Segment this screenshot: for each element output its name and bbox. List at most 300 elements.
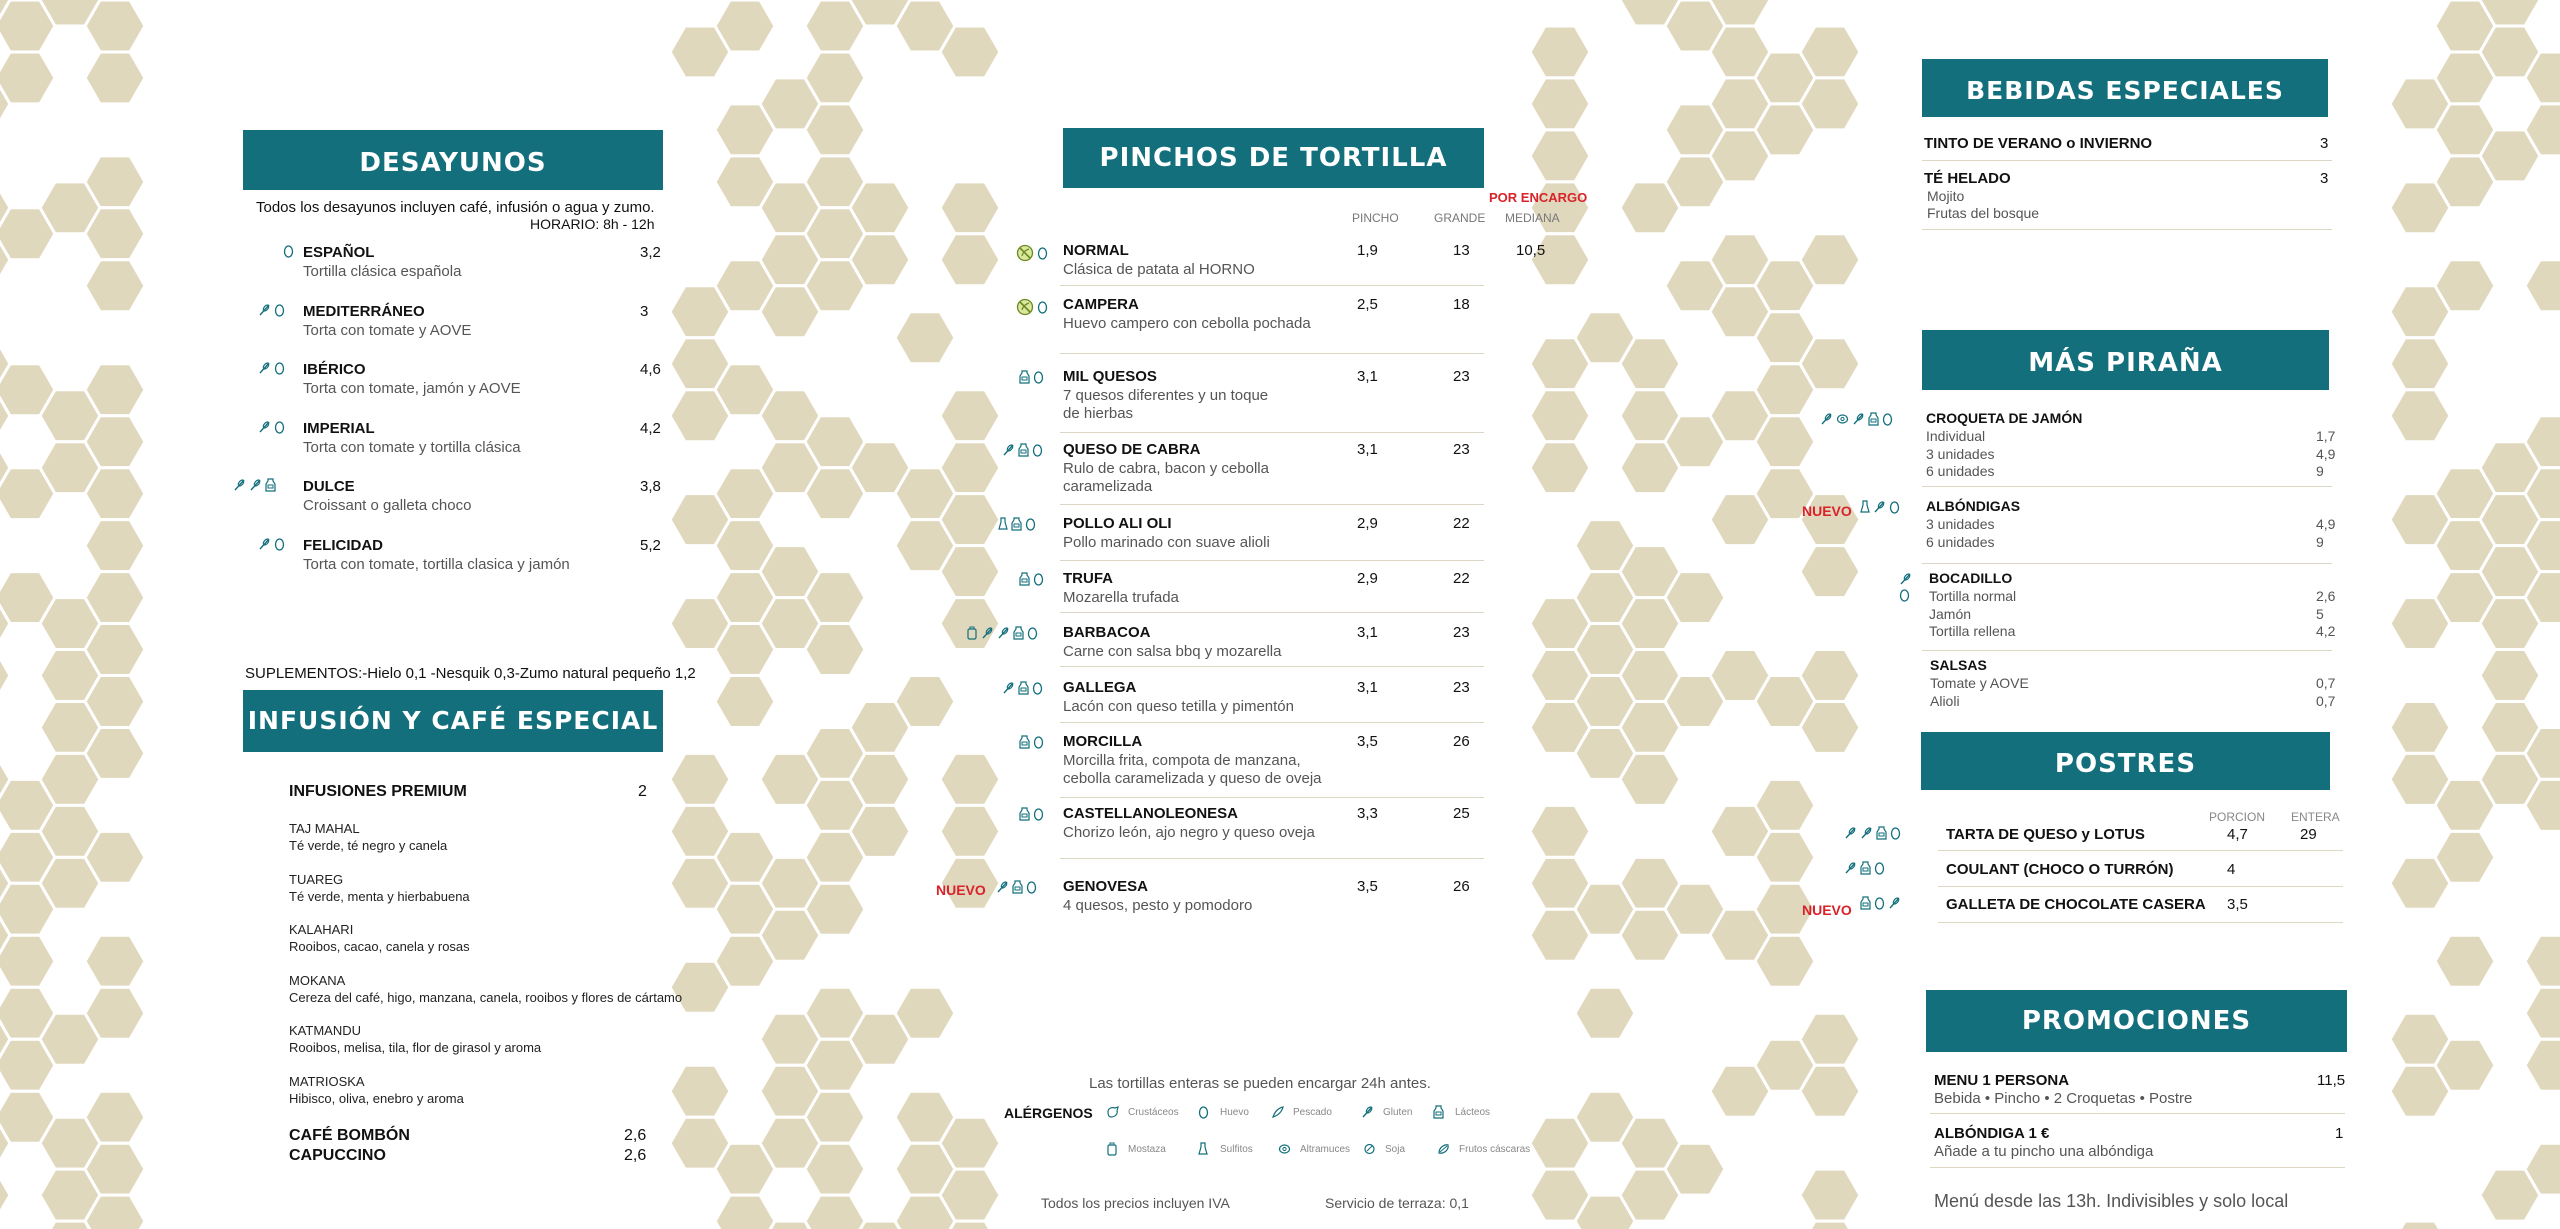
mas-item-name: CROQUETA DE JAMÓN (1926, 410, 2083, 426)
desayuno-name: IMPERIAL (303, 419, 375, 437)
allergen-legend-label: Pescado (1293, 1107, 1332, 1118)
egg-icon (1032, 443, 1043, 457)
pincho-name: POLLO ALI OLI (1063, 515, 1172, 532)
vegetarian-icon (1016, 244, 1034, 262)
dairy-icon (1860, 861, 1871, 875)
col-mediana: MEDIANA (1505, 211, 1560, 225)
suplementos: SUPLEMENTOS:-Hielo 0,1 -Nesquik 0,3-Zumo natural pequeño 1,2 (245, 665, 696, 682)
pincho-name: NORMAL (1063, 242, 1129, 259)
dairy-icon (1868, 412, 1879, 426)
bebidas-header: BEBIDAS ESPECIALES (1922, 59, 2328, 117)
honeycomb-cell (1530, 130, 1590, 182)
mas-option: Jamón (1929, 605, 1972, 622)
allergen-icons (966, 626, 1038, 640)
dairy-icon (1876, 826, 1887, 840)
divider (1060, 858, 1484, 859)
gluten-icon (1844, 826, 1857, 840)
desayuno-name: IBÉRICO (303, 361, 366, 379)
mas-option-price: 0,7 (2316, 675, 2336, 691)
egg-icon (274, 361, 285, 375)
allergen-icons (1860, 896, 1901, 910)
gluten-icon (1002, 443, 1015, 457)
desayuno-price: 3,8 (640, 478, 661, 496)
pincho-desc: Rulo de cabra, bacon y cebolla (1063, 460, 1269, 477)
honeycomb-cell (1800, 702, 1860, 754)
pincho-desc: de hierbas (1063, 405, 1134, 422)
postre-name: TARTA DE QUESO y LOTUS (1946, 826, 2145, 843)
honeycomb-cell (895, 987, 955, 1039)
mas-option-price: 9 (2316, 533, 2324, 550)
tea-name: MATRIOSKA (289, 1074, 365, 1089)
pincho-price-grande: 23 (1453, 441, 1470, 458)
pincho-desc: Lacón con queso tetilla y pimentón (1063, 698, 1294, 715)
gluten-icon (258, 361, 271, 375)
honeycomb-cell (1800, 546, 1860, 598)
honeycomb-cell (805, 883, 865, 935)
pincho-name: BARBACOA (1063, 624, 1151, 641)
allergen-icons (1019, 370, 1044, 384)
divider (1922, 229, 2332, 230)
te-option: Mojito (1927, 188, 1965, 204)
divider (1938, 850, 2343, 851)
pincho-price-grande: 13 (1453, 242, 1470, 259)
desayuno-desc: Torta con tomate y tortilla clásica (303, 438, 521, 456)
crustacean-icon (1106, 1105, 1120, 1119)
mas-option-price: 4,9 (2316, 445, 2336, 462)
pincho-desc: 4 quesos, pesto y pomodoro (1063, 897, 1253, 914)
honeycomb-cell (1755, 831, 1815, 883)
desayuno-price: 3 (640, 302, 649, 320)
honeycomb-cell (85, 416, 145, 468)
mas-option: 3 unidades (1926, 445, 1995, 462)
honeycomb-cell (805, 52, 865, 104)
honeycomb-cell (85, 0, 145, 52)
allergen-legend-label: Soja (1385, 1144, 1406, 1155)
allergen-icons (1002, 681, 1043, 695)
honeycomb-cell (715, 1195, 775, 1229)
egg-icon (1198, 1105, 1209, 1119)
honeycomb-cell (85, 52, 145, 104)
honeycomb-cell (85, 468, 145, 520)
honeycomb-cell (1530, 805, 1590, 857)
gluten-icon (258, 303, 271, 317)
vegetarian-icon (1016, 298, 1034, 316)
promo-price: 1 (2335, 1125, 2344, 1142)
gluten-icon (997, 626, 1010, 640)
allergen-legend-icon (1363, 1142, 1376, 1156)
allergen-icons (258, 361, 285, 375)
honeycomb-cell (1800, 1169, 1860, 1221)
egg-icon (1033, 370, 1044, 384)
mas-option: Tomate y AOVE (1930, 675, 2029, 691)
honeycomb-cell (2390, 702, 2450, 754)
mas-item-name: SALSAS (1930, 657, 1987, 673)
infusiones-premium-label: INFUSIONES PREMIUM (289, 783, 467, 800)
divider (1938, 922, 2343, 923)
postre-entera: 29 (2300, 826, 2317, 843)
desayuno-desc: Torta con tomate, tortilla clasica y jamón (303, 556, 570, 573)
honeycomb-cell (1620, 753, 1680, 805)
divider (1922, 160, 2332, 161)
allergen-icons (1019, 735, 1044, 749)
honeycomb-cell (85, 520, 145, 572)
pincho-price-pincho: 3,3 (1357, 805, 1378, 822)
pincho-desc: cebolla caramelizada y queso de oveja (1063, 770, 1322, 787)
pincho-name: TRUFA (1063, 570, 1113, 587)
dairy-icon (1433, 1105, 1444, 1119)
allergen-icons (1019, 807, 1044, 821)
honeycomb-cell (2525, 260, 2560, 312)
gluten-icon (981, 626, 994, 640)
dairy-icon (1019, 735, 1030, 749)
honeycomb-cell (940, 390, 1000, 442)
divider (1060, 722, 1484, 723)
divider (1938, 886, 2343, 887)
dairy-icon (1012, 880, 1023, 894)
tea-name: MOKANA (289, 972, 346, 988)
pincho-name: QUESO DE CABRA (1063, 441, 1201, 458)
cafe-bombon: CAFÉ BOMBÓN (289, 1127, 410, 1144)
egg-icon (1889, 500, 1900, 514)
allergen-icons (1860, 500, 1900, 514)
pincho-price-pincho: 3,1 (1357, 679, 1378, 696)
sulfites-icon (1198, 1142, 1208, 1156)
honeycomb-cell (940, 598, 1000, 650)
nuts-icon (1437, 1142, 1450, 1156)
pincho-desc: caramelizada (1063, 478, 1153, 495)
honeycomb-cell (85, 156, 145, 208)
honeycomb-cell (805, 572, 865, 624)
gluten-icon (1873, 500, 1886, 514)
egg-icon (274, 537, 285, 551)
allergen-icons (1016, 298, 1048, 316)
pincho-price-grande: 26 (1453, 733, 1470, 750)
honeycomb-cell (0, 1169, 10, 1221)
allergen-legend-label: Gluten (1383, 1107, 1413, 1118)
honeycomb-cell (895, 676, 955, 728)
honeycomb-cell (805, 104, 865, 156)
mas-option: 3 unidades (1926, 516, 1995, 532)
honeycomb-cell (2435, 1039, 2495, 1091)
allergen-legend-icon (1106, 1142, 1118, 1156)
allergen-icons (1002, 443, 1043, 457)
lupin-icon (1836, 412, 1849, 426)
honeycomb-cell (715, 676, 775, 728)
dairy-icon (1019, 807, 1030, 821)
pincho-price-pincho: 3,5 (1357, 733, 1378, 750)
allergen-legend-icon (1361, 1105, 1374, 1119)
pinchos-header: PINCHOS DE TORTILLA (1063, 128, 1484, 188)
pincho-price-pincho: 3,1 (1357, 441, 1378, 458)
mas-option: Alioli (1930, 692, 1960, 709)
honeycomb-cell (940, 1169, 1000, 1221)
honeycomb-cell (1800, 650, 1860, 702)
postre-name: COULANT (CHOCO O TURRÓN) (1946, 861, 2174, 878)
honeycomb-cell (2525, 1039, 2560, 1091)
pincho-desc: Clásica de patata al HORNO (1063, 261, 1255, 278)
mustard-icon (966, 626, 978, 640)
honeycomb-cell (1530, 390, 1590, 442)
mas-item-name: ALBÓNDIGAS (1926, 498, 2021, 514)
egg-icon (1032, 681, 1043, 695)
promo-name: MENU 1 PERSONA (1934, 1072, 2070, 1089)
honeycomb-cell (1800, 1013, 1860, 1065)
allergen-icons (1844, 861, 1885, 875)
desayuno-desc: Tortilla clásica española (303, 263, 462, 280)
egg-icon (1899, 588, 1910, 602)
honeycomb-cell (940, 26, 1000, 78)
honeycomb-cell (940, 234, 1000, 286)
soy-icon (1363, 1142, 1376, 1156)
honeycomb-cell (1800, 26, 1860, 78)
desayunos-note: Todos los desayunos incluyen café, infusión o agua y zumo. (256, 199, 655, 216)
gluten-icon (1852, 412, 1865, 426)
pincho-name: CASTELLANOLEONESA (1063, 805, 1239, 822)
divider (1922, 563, 2332, 564)
desayuno-price: 5,2 (640, 537, 661, 554)
dairy-icon (1013, 626, 1024, 640)
pincho-price-mediana: 10,5 (1516, 242, 1546, 259)
gluten-icon (1820, 412, 1833, 426)
cafe-bombon-price: 2,6 (624, 1127, 647, 1144)
egg-icon (1025, 517, 1036, 531)
mas-option: 6 unidades (1926, 463, 1995, 479)
honeycomb-cell (85, 208, 145, 260)
pincho-price-pincho: 2,5 (1357, 296, 1378, 313)
honeycomb-cell (1800, 1065, 1860, 1117)
lupin-icon (1278, 1142, 1291, 1156)
egg-icon (1037, 300, 1048, 314)
tea-desc: Té verde, menta y hierbabuena (289, 888, 470, 904)
col-pincho: PINCHO (1352, 211, 1399, 225)
allergen-legend-icon (1106, 1105, 1120, 1119)
tea-name: TAJ MAHAL (289, 821, 360, 836)
mas-option: Tortilla rellena (1929, 623, 2016, 639)
nuevo-badge-albondigas: NUEVO (1802, 503, 1852, 519)
egg-icon (1037, 246, 1048, 260)
allergen-icons (233, 478, 276, 492)
pincho-price-pincho: 3,1 (1357, 368, 1378, 385)
mas-option: Individual (1926, 428, 1986, 444)
mas-option: Tortilla normal (1929, 588, 2017, 604)
gluten-icon (1899, 572, 1912, 586)
honeycomb-cell (85, 676, 145, 728)
honeycomb-cell (85, 624, 145, 676)
promociones-footer: Menú desde las 13h. Indivisibles y solo local (1934, 1191, 2289, 1211)
desayunos-header: DESAYUNOS (243, 130, 663, 190)
bebida-price: 3 (2320, 170, 2329, 187)
honeycomb-cell (85, 1143, 145, 1195)
postre-porcion: 4,7 (2227, 826, 2248, 843)
gluten-icon (258, 420, 271, 434)
tea-desc: Rooibos, melisa, tila, flor de girasol y aroma (289, 1040, 542, 1056)
pincho-desc: 7 quesos diferentes y un toque (1063, 387, 1269, 404)
honeycomb-cell (850, 182, 910, 234)
honeycomb-cell (940, 442, 1000, 494)
allergen-legend-label: Altramuces (1300, 1144, 1351, 1155)
honeycomb-cell (1575, 987, 1635, 1039)
honeycomb-cell (1800, 494, 1860, 546)
egg-icon (1033, 572, 1044, 586)
honeycomb-cell (1665, 1143, 1725, 1195)
tea-name: KATMANDU (289, 1023, 361, 1039)
mustard-icon (1106, 1142, 1118, 1156)
honeycomb-cell (85, 364, 145, 416)
desayuno-name: MEDITERRÁNEO (303, 302, 425, 320)
allergen-legend-icon (1278, 1142, 1291, 1156)
allergen-legend-label: Sulfitos (1220, 1144, 1253, 1155)
gluten-icon (1860, 826, 1873, 840)
honeycomb-cell (0, 650, 10, 702)
pincho-desc: Chorizo león, ajo negro y queso oveja (1063, 824, 1315, 841)
pincho-name: CAMPERA (1063, 296, 1139, 313)
honeycomb-cell (1755, 779, 1815, 831)
desayuno-name: DULCE (303, 478, 355, 496)
desayuno-desc: Croissant o galleta choco (303, 497, 472, 515)
mas-option-price: 0,7 (2316, 692, 2336, 709)
gluten-icon (1888, 896, 1901, 910)
bebida-price: 3 (2320, 135, 2329, 152)
honeycomb-cell (2390, 1221, 2450, 1229)
dairy-icon (1019, 370, 1030, 384)
dairy-icon (1011, 517, 1022, 531)
bebida-name: TINTO DE VERANO o INVIERNO (1924, 135, 2153, 152)
encargo-note: Las tortillas enteras se pueden encargar 24h antes. (1089, 1075, 1431, 1092)
mas-option: 6 unidades (1926, 533, 1995, 550)
col-porcion: PORCION (2209, 810, 2266, 824)
egg-icon (1033, 807, 1044, 821)
honeycomb-cell (940, 546, 1000, 598)
gluten-icon (233, 478, 246, 492)
honeycomb-cell (1800, 1221, 1860, 1229)
tea-desc: Té verde, té negro y canela (289, 838, 448, 853)
honeycomb-cell (805, 1091, 865, 1143)
honeycomb-cell (805, 1143, 865, 1195)
fish-icon (1271, 1105, 1285, 1119)
honeycomb-cell (1530, 78, 1590, 130)
col-grande: GRANDE (1434, 211, 1486, 225)
honeycomb-cell (0, 935, 55, 987)
honeycomb-cell (940, 753, 1000, 805)
tea-desc: Rooibos, cacao, canela y rosas (289, 939, 470, 955)
nuevo-badge-genovesa: NUEVO (936, 882, 986, 898)
allergen-legend-label: Huevo (1220, 1107, 1249, 1118)
allergen-legend-icon (1198, 1105, 1209, 1119)
gluten-icon (249, 478, 262, 492)
sulfites-icon (1860, 500, 1870, 514)
honeycomb-cell (895, 312, 955, 364)
honeycomb-cell (85, 728, 145, 780)
honeycomb-cell (940, 182, 1000, 234)
iva-note: Todos los precios incluyen IVA (1041, 1195, 1230, 1211)
mas-option-price: 5 (2316, 605, 2324, 622)
capuccino: CAPUCCINO (289, 1147, 386, 1164)
pincho-price-pincho: 3,1 (1357, 624, 1378, 641)
divider (1060, 432, 1484, 433)
divider (1922, 650, 2332, 651)
gluten-icon (258, 537, 271, 551)
pincho-desc: Huevo campero con cebolla pochada (1063, 315, 1311, 332)
pincho-price-pincho: 1,9 (1357, 242, 1378, 259)
honeycomb-cell (2390, 390, 2450, 442)
mas-option-price: 2,6 (2316, 588, 2336, 604)
pincho-price-grande: 25 (1453, 805, 1470, 822)
alergenos-label: ALÉRGENOS (1004, 1105, 1093, 1121)
egg-icon (1874, 896, 1885, 910)
divider (1060, 560, 1484, 561)
gluten-icon (1002, 681, 1015, 695)
honeycomb-cell (1530, 26, 1590, 78)
egg-icon (1033, 735, 1044, 749)
divider (1922, 486, 2332, 487)
pincho-price-pincho: 2,9 (1357, 570, 1378, 587)
desayunos-horario: HORARIO: 8h - 12h (530, 216, 655, 232)
allergen-icons (1899, 588, 1910, 602)
honeycomb-cell (670, 1065, 730, 1117)
honeycomb-cell (805, 624, 865, 676)
honeycomb-cell (85, 572, 145, 624)
mas-pirana-header: MÁS PIRAÑA (1922, 330, 2329, 390)
allergen-legend-icon (1198, 1142, 1208, 1156)
promociones-header: PROMOCIONES (1926, 990, 2347, 1052)
egg-icon (274, 303, 285, 317)
honeycomb-cell (85, 1091, 145, 1143)
pincho-price-grande: 22 (1453, 515, 1470, 532)
pincho-desc: Pollo marinado con suave alioli (1063, 534, 1270, 551)
sulfites-icon (998, 517, 1008, 531)
honeycomb-cell (1800, 234, 1860, 286)
pincho-price-pincho: 2,9 (1357, 515, 1378, 532)
capuccino-price: 2,6 (624, 1147, 647, 1164)
postre-porcion: 3,5 (2227, 896, 2248, 913)
allergen-icons (283, 244, 294, 258)
allergen-legend-label: Mostaza (1128, 1144, 1166, 1155)
promo-name: ALBÓNDIGA 1 € (1934, 1125, 2050, 1142)
nuevo-badge-galleta: NUEVO (1802, 902, 1852, 918)
pincho-desc: Carne con salsa bbq y mozarella (1063, 643, 1282, 660)
terraza-note: Servicio de terraza: 0,1 (1325, 1195, 1469, 1211)
bebida-name: TÉ HELADO (1924, 170, 2011, 187)
honeycomb-cell (1755, 416, 1815, 468)
divider (1930, 1167, 2345, 1168)
honeycomb-cell (940, 805, 1000, 857)
mas-option-price: 1,7 (2316, 428, 2336, 444)
egg-icon (1874, 861, 1885, 875)
tea-name: TUAREG (289, 871, 344, 887)
egg-icon (1027, 626, 1038, 640)
allergen-icons (258, 537, 285, 551)
honeycomb-cell (850, 805, 910, 857)
honeycomb-cell (2480, 650, 2540, 702)
honeycomb-cell (850, 753, 910, 805)
honeycomb-cell (2525, 935, 2560, 987)
allergen-legend-icon (1437, 1142, 1450, 1156)
tea-desc: Hibisco, oliva, enebro y aroma (289, 1091, 464, 1106)
honeycomb-cell (2525, 987, 2560, 1039)
allergen-legend-label: Frutos cáscaras (1459, 1144, 1531, 1155)
infusion-header: INFUSIÓN Y CAFÉ ESPECIAL (243, 690, 663, 752)
divider (1060, 666, 1484, 667)
honeycomb-cell (1620, 338, 1680, 390)
desayuno-price: 4,2 (640, 419, 661, 437)
honeycomb-cell (85, 260, 145, 312)
honeycomb-cell (1800, 78, 1860, 130)
tea-name: KALAHARI (289, 922, 354, 938)
promo-desc: Añade a tu pincho una albóndiga (1934, 1143, 2154, 1160)
allergen-icons (998, 517, 1036, 531)
honeycomb-cell (85, 935, 145, 987)
dairy-icon (1860, 896, 1871, 910)
